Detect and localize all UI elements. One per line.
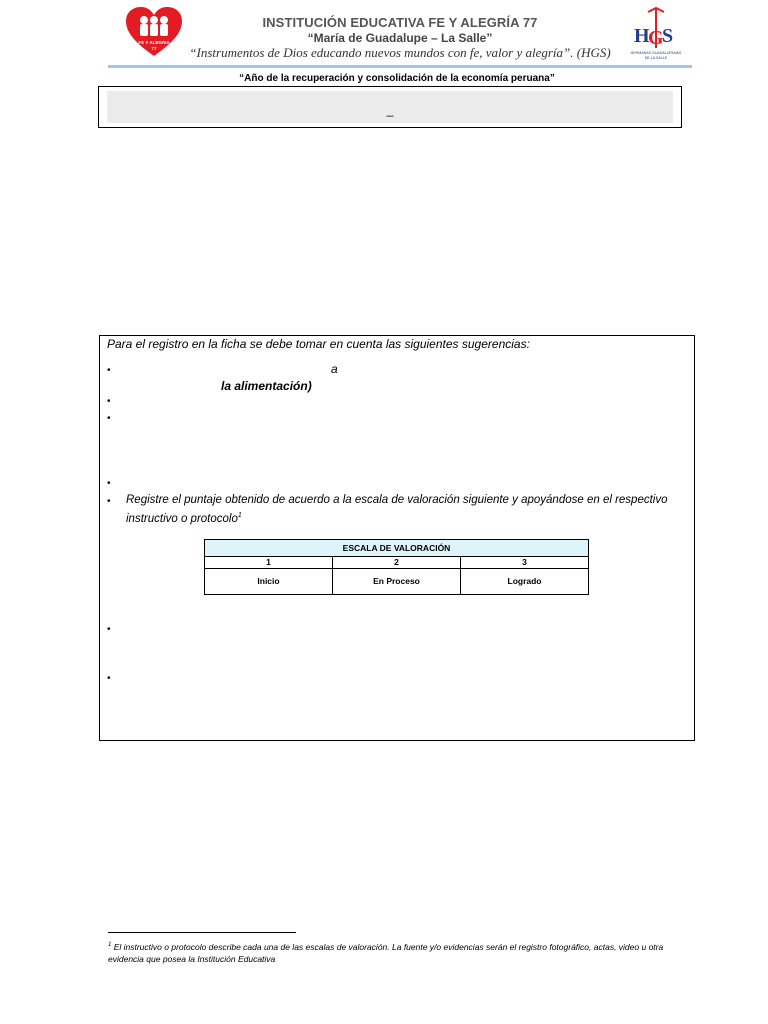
footnote-mark: 1	[108, 942, 112, 948]
fragment-alimentacion: la alimentación)	[221, 379, 312, 393]
scale-numbers-row	[205, 556, 588, 569]
header-divider	[108, 65, 692, 68]
bullet-3: •	[107, 413, 111, 424]
scale-label: En Proceso	[332, 569, 460, 594]
title-box-fill	[107, 91, 673, 123]
fe-y-alegria-logo	[124, 6, 184, 58]
suggestions-box	[99, 335, 695, 741]
scale-label: Inicio	[257, 576, 280, 586]
scale-table-title: ESCALA DE VALORACIÓN	[205, 540, 588, 557]
institution-subtitle: “María de Guadalupe – La Salle”	[307, 31, 493, 45]
title-box-text: _	[386, 103, 394, 117]
institution-name: INSTITUCIÓN EDUCATIVA FE Y ALEGRÍA 77	[262, 15, 538, 30]
svg-text:HERMANAS GUADALUPANAS: HERMANAS GUADALUPANAS	[630, 51, 682, 55]
svg-text:H: H	[634, 25, 650, 47]
svg-text:77: 77	[151, 46, 157, 51]
registre-instruction	[126, 492, 690, 527]
svg-text:S: S	[662, 25, 674, 47]
footnote-text: El instructivo o protocolo describe cada una de las escalas de valoración. La fuente y/o evidencias serán el registro fotográfico, actas, video u otra evidencia que posea la Institución Educativa	[108, 941, 664, 964]
institution-motto: “Instrumentos de Dios educando nuevos mundos con fe, valor y alegría”. (HGS)	[189, 45, 611, 60]
scale-number: 2	[332, 556, 460, 568]
bullet-4: •	[107, 478, 111, 489]
year-slogan: “Año de la recuperación y consolidación de la economía peruana”	[239, 73, 555, 84]
footnote-divider	[108, 932, 296, 933]
fragment-a: a	[331, 362, 338, 376]
scale-label: Logrado	[460, 569, 588, 594]
svg-text:FE Y ALEGRIA: FE Y ALEGRIA	[138, 40, 170, 45]
bullet-6: •	[107, 624, 111, 635]
scale-labels-row	[205, 569, 588, 594]
suggestions-title: Para el registro en la ficha se debe tomar en cuenta las siguientes sugerencias:	[107, 337, 530, 351]
svg-text:G: G	[648, 27, 664, 49]
bullet-7: •	[107, 673, 111, 684]
footnote	[108, 939, 698, 965]
bullet-5: •	[107, 496, 111, 507]
scale-number: 1	[266, 557, 271, 567]
bullet-2: •	[107, 396, 111, 407]
bullet-1: •	[107, 365, 111, 376]
scale-table	[204, 539, 589, 595]
scale-number: 3	[460, 556, 588, 568]
registre-footnote-mark: 1	[237, 512, 242, 519]
title-box	[98, 86, 682, 128]
svg-text:DE LA SALLE: DE LA SALLE	[644, 56, 668, 60]
hgs-logo	[628, 6, 684, 62]
registre-text: Registre el puntaje obtenido de acuerdo a la escala de valoración siguiente y apoyándose en el respectivo instructivo o protocolo	[126, 494, 668, 525]
